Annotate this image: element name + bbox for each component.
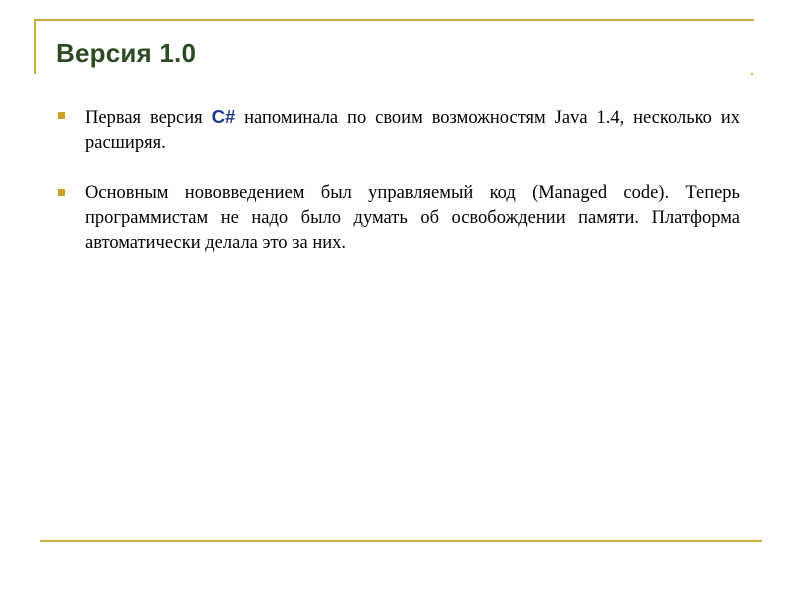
frame-corner-dot (751, 73, 753, 75)
bullet-1-text-before: Первая версия (85, 108, 212, 128)
square-bullet-icon (58, 112, 65, 119)
frame-left-line (34, 19, 36, 74)
square-bullet-icon (58, 189, 65, 196)
bullet-1-text-after: напоминала по своим возможностям Java 1.4, несколько их расширяя. (85, 108, 740, 153)
bullet-item-1 (58, 104, 740, 156)
frame-top-line (34, 19, 754, 21)
frame-bottom-line (40, 540, 762, 542)
bullet-2-text: Основным нововведением был управляемый код (Managed code). Теперь программистам не надо было думать об освобождении памяти. Платформа автоматически делала это за них. (85, 183, 740, 253)
bullet-1-highlight: C# (211, 106, 236, 127)
bullet-item-2 (58, 181, 740, 256)
slide-title: Версия 1.0 (56, 38, 197, 68)
bullet-list (58, 104, 740, 281)
